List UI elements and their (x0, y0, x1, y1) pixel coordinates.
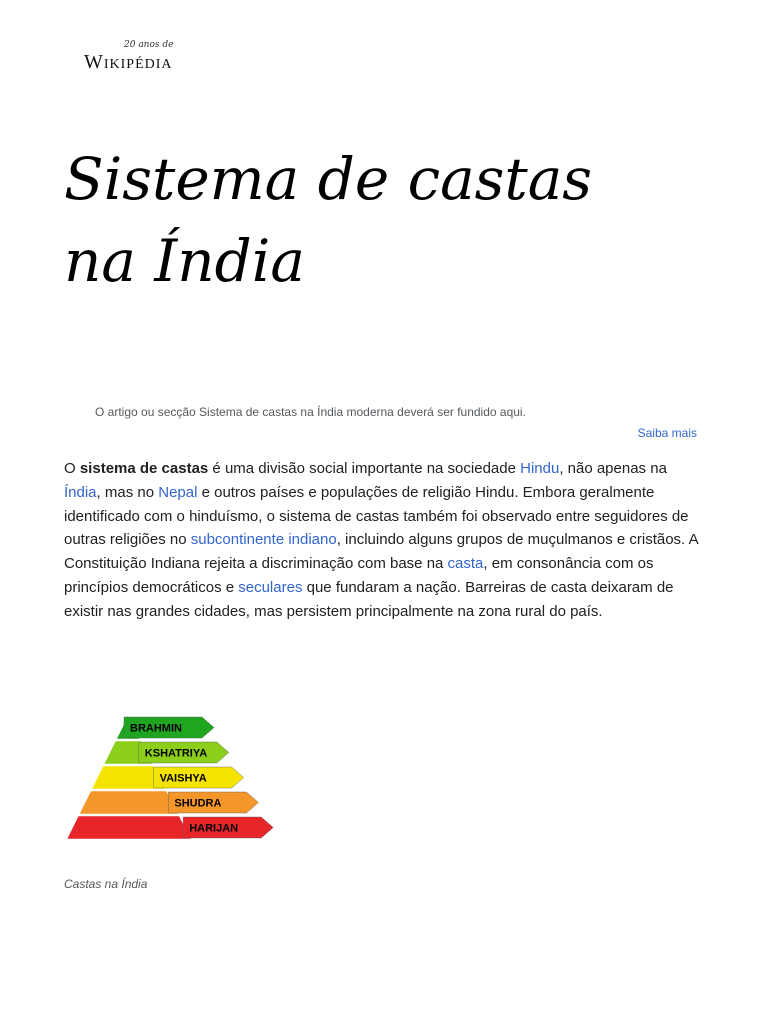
pyramid-label: HARIJAN (189, 822, 239, 835)
pyramid-tier (67, 816, 191, 839)
link-casta[interactable]: casta (447, 555, 484, 573)
saiba-mais-link[interactable]: Saiba mais (637, 426, 697, 440)
link-nepal[interactable]: Nepal (158, 483, 198, 501)
text-run: O (64, 460, 80, 477)
page-title-line-2: na Índia (64, 227, 305, 295)
link-seculares[interactable]: seculares (238, 578, 303, 596)
pyramid-label: VAISHYA (159, 772, 207, 785)
wikipedia-logo[interactable] (84, 40, 204, 73)
logo-tagline: 20 anos de (124, 40, 174, 50)
caste-pyramid-image[interactable] (64, 710, 284, 855)
intro-paragraph (64, 457, 704, 624)
pyramid-tier (79, 791, 178, 814)
pyramid-label: KSHATRIYA (144, 747, 208, 760)
text-run: , em consonância com os princípios democráticos e (64, 555, 654, 596)
link-subcontinente[interactable]: subcontinente indiano (190, 531, 337, 549)
page-title-line-1: Sistema de castas (64, 145, 593, 213)
pyramid-label: SHUDRA (174, 797, 222, 810)
figure-caption: Castas na Índia (64, 877, 148, 891)
link-hindu[interactable]: Hindu (520, 460, 560, 477)
text-run: que fundaram a nação. Barreiras de casta deixaram de existir nas grandes cidades, mas persistem principalmente na zona rural do país. (64, 578, 674, 620)
link-india[interactable]: Índia (64, 483, 97, 501)
text-run: é uma divisão social importante na sociedade (208, 460, 521, 477)
bold-term: sistema de castas (79, 460, 209, 477)
page-title (64, 138, 704, 302)
logo-wordmark: Wikipédia (84, 51, 173, 73)
text-run: , mas no (96, 483, 159, 501)
text-run: e outros países e populações de religião Hindu. Embora geralmente identificado com o hinduísmo, o sistema de castas também foi observado entre seguidores de outras religiões no (64, 483, 689, 549)
text-run: , incluindo alguns grupos de muçulmanos e cristãos. A Constituição Indiana rejeita a discriminação com base na (64, 531, 698, 573)
merge-notice: O artigo ou secção Sistema de castas na Índia moderna deverá ser fundido aqui. (95, 405, 526, 419)
pyramid-label: BRAHMIN (130, 722, 182, 735)
text-run: , não apenas na (559, 460, 667, 477)
